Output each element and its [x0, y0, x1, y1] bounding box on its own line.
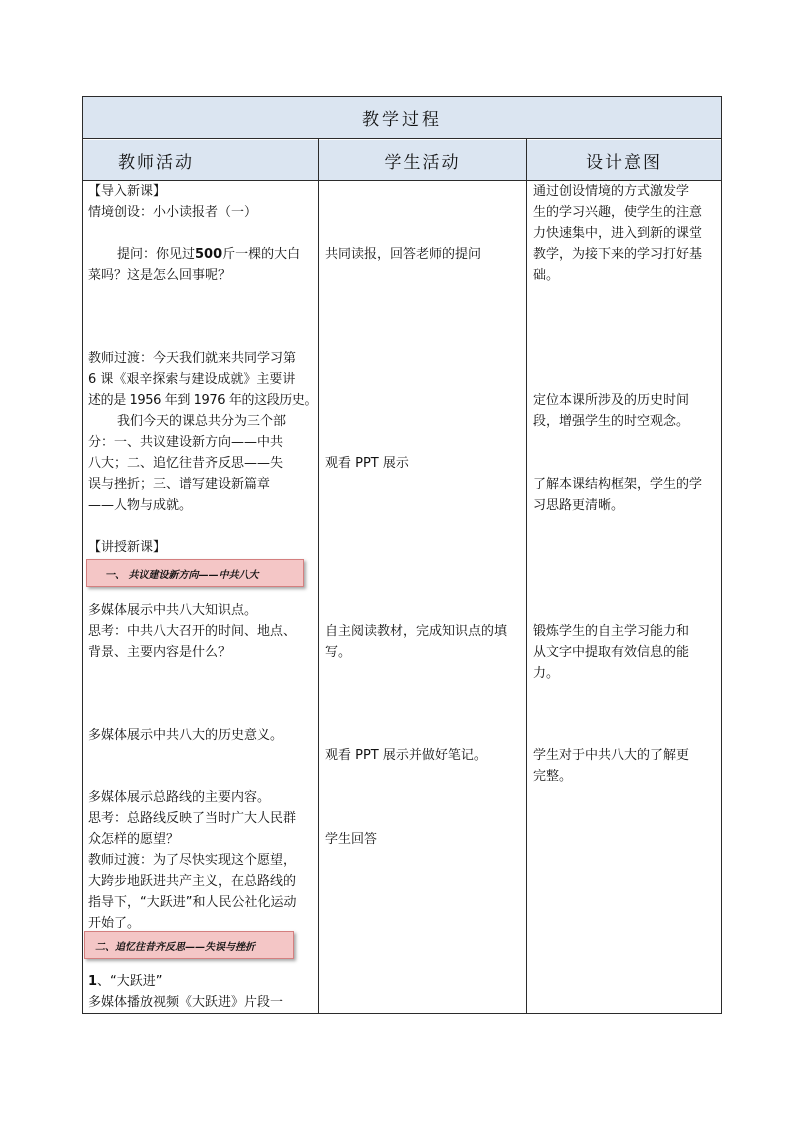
teacher-line: 分：一、共议建设新方向——中共: [88, 435, 284, 450]
teacher-line: 多媒体展示总路线的主要内容。: [88, 790, 271, 805]
header-student-activity: 学生活动: [319, 140, 526, 180]
design-line: 础。: [533, 268, 560, 283]
design-line: 力快速集中，进入到新的课堂: [533, 226, 703, 241]
teacher-line: 1、“大跃进”: [88, 974, 163, 989]
student-line: 写。: [325, 645, 352, 660]
design-line: 从文字中提取有效信息的能: [533, 645, 690, 660]
section-banner-two: 二、追忆往昔齐反思——失误与挫折: [84, 931, 294, 959]
column-divider: [526, 139, 527, 1014]
teacher-line: 众怎样的愿望？: [88, 832, 180, 847]
design-line: 段，增强学生的时空观念。: [533, 414, 690, 429]
teacher-line: 6 课《艰辛探索与建设成就》主要讲: [88, 372, 296, 387]
section-banner-one: 一、 共议建设新方向——中共八大: [86, 559, 304, 587]
design-line: 定位本课所涉及的历史时间: [533, 393, 690, 408]
teacher-line: 八大；二、追忆往昔齐反思——失: [88, 456, 284, 471]
header-teacher-activity: 教师活动: [83, 140, 318, 180]
teacher-line: 思考：总路线反映了当时广大人民群: [88, 811, 297, 826]
design-line: 完整。: [533, 769, 573, 784]
teacher-line: 我们今天的课总共分为三个部: [117, 414, 287, 429]
header-design-intent: 设计意图: [527, 140, 721, 180]
teacher-line: 多媒体展示中共八大的历史意义。: [88, 728, 284, 743]
student-line: 自主阅读教材，完成知识点的填: [325, 624, 508, 639]
teacher-line: 背景、主要内容是什么？: [88, 645, 232, 660]
teacher-line: 多媒体播放视频《大跃进》片段一: [88, 995, 284, 1010]
teacher-line: 开始了。: [88, 916, 141, 931]
teacher-question: 提问：你见过500斤一棵的大白: [117, 247, 301, 262]
design-line: 习思路更清晰。: [533, 498, 625, 513]
teacher-line: 菜吗？这是怎么回事呢？: [88, 268, 232, 283]
teacher-line: 情境创设：小小读报者（一）: [88, 205, 258, 220]
design-line: 了解本课结构框架，学生的学: [533, 477, 703, 492]
student-line: 学生回答: [325, 832, 378, 847]
teacher-line: 思考：中共八大召开的时间、地点、: [88, 624, 297, 639]
teacher-line: 误与挫折；三、谱写建设新篇章: [88, 477, 271, 492]
teacher-line: 述的是 1956 年到 1976 年的这段历史。: [88, 393, 318, 408]
student-line: 观看 PPT 展示: [325, 456, 409, 471]
design-line: 教学，为接下来的学习打好基: [533, 247, 703, 262]
column-divider: [318, 139, 319, 1014]
teacher-line: 多媒体展示中共八大知识点。: [88, 603, 258, 618]
design-line: 锻炼学生的自主学习能力和: [533, 624, 690, 639]
teacher-line: 指导下，“大跃进”和人民公社化运动: [88, 895, 297, 910]
teacher-line: ——人物与成就。: [88, 498, 193, 513]
teacher-line: 大跨步地跃进共产主义，在总路线的: [88, 874, 297, 889]
design-line: 通过创设情境的方式激发学: [533, 184, 690, 199]
section-label-new-lesson: 【讲授新课】: [88, 540, 167, 555]
table-title: 教学过程: [83, 97, 721, 138]
design-line: 生的学习兴趣，使学生的注意: [533, 205, 703, 220]
teacher-line: 教师过渡：今天我们就来共同学习第: [88, 351, 297, 366]
section-label-intro: 【导入新课】: [88, 184, 167, 199]
row-divider: [82, 138, 722, 139]
design-line: 学生对于中共八大的了解更: [533, 748, 690, 763]
student-line: 共同读报，回答老师的提问: [325, 247, 482, 262]
design-line: 力。: [533, 666, 560, 681]
student-line: 观看 PPT 展示并做好笔记。: [325, 748, 487, 763]
teacher-line: 教师过渡：为了尽快实现这个愿望，: [88, 853, 297, 868]
